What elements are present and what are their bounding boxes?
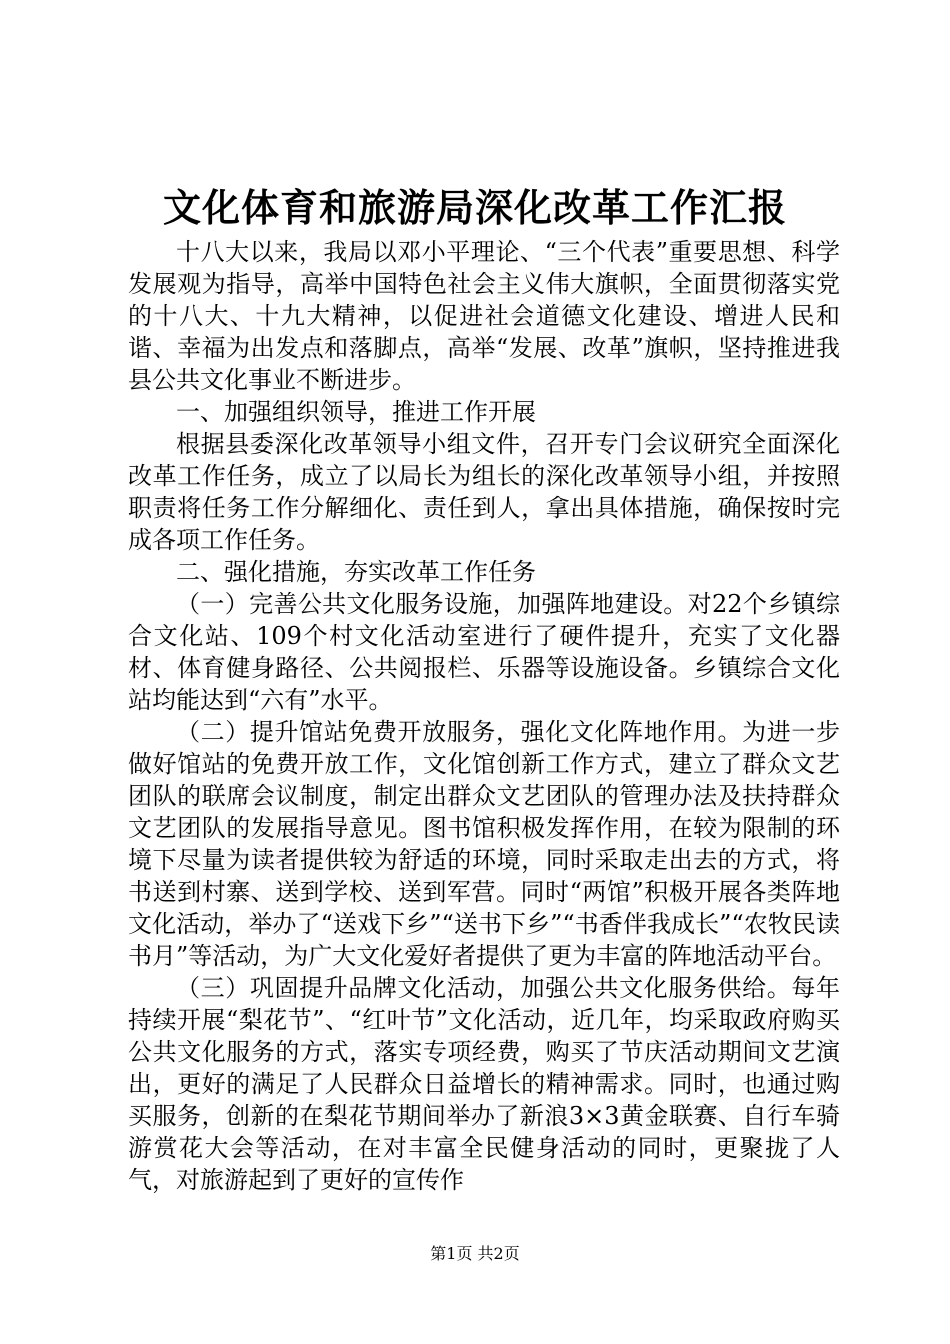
section-1-paragraph: 根据县委深化改革领导小组文件，召开专门会议研究全面深化改革工作任务，成立了以局长为组长的深化改革领导小组，并按照职责将任务工作分解细化、责任到人，拿出具体措施，确保按时完成各项工作任务。 bbox=[128, 430, 840, 554]
section-heading-2: 二、强化措施，夯实改革工作任务 bbox=[176, 558, 536, 586]
subsection-2-paragraph: （二）提升馆站免费开放服务，强化文化阵地作用。为进一步做好馆站的免费开放工作，文化馆创新工作方式，建立了群众文艺团队的联席会议制度，制定出群众文艺团队的管理办法及扶持群众文艺团队的发展指导意见。图书馆积极发挥作用，在较为限制的环境下尽量为读者提供较为舒适的环境，同时采取走出去的方式，将书送到村寨、送到学校、送到军营。同时“两馆”积极开展各类阵地文化活动，举办了“送戏下乡”“送书下乡”“书香伴我成长”“农牧民读书月”等活动，为广大文化爱好者提供了更为丰富的阵地活动平台。 bbox=[128, 718, 840, 970]
subsection-3-paragraph: （三）巩固提升品牌文化活动，加强公共文化服务供给。每年持续开展“梨花节”、“红叶节”文化活动，近几年，均采取政府购买公共文化服务的方式，落实专项经费，购买了节庆活动期间文艺演出，更好的满足了人民群众日益增长的精神需求。同时，也通过购买服务，创新的在梨花节期间举办了新浪3×3黄金联赛、自行车骑游赏花大会等活动，在对丰富全民健身活动的同时，更聚拢了人气，对旅游起到了更好的宣传作 bbox=[128, 974, 840, 1194]
page-number-footer: 第1页 共2页 bbox=[430, 1244, 520, 1263]
section-heading-1: 一、加强组织领导，推进工作开展 bbox=[176, 398, 536, 426]
document-title: 文化体育和旅游局深化改革工作汇报 bbox=[162, 185, 787, 230]
document-body bbox=[128, 236, 840, 1196]
subsection-1-paragraph: （一）完善公共文化服务设施，加强阵地建设。对22个乡镇综合文化站、109个村文化活动室进行了硬件提升，充实了文化器材、体育健身路径、公共阅报栏、乐器等设施设备。乡镇综合文化站均能达到“六有”水平。 bbox=[128, 590, 840, 714]
intro-paragraph: 十八大以来，我局以邓小平理论、“三个代表”重要思想、科学发展观为指导，高举中国特色社会主义伟大旗帜，全面贯彻落实党的十八大、十九大精神，以促进社会道德文化建设、增进人民和谐、幸福为出发点和落脚点，高举“发展、改革”旗帜，坚持推进我县公共文化事业不断进步。 bbox=[128, 238, 840, 394]
